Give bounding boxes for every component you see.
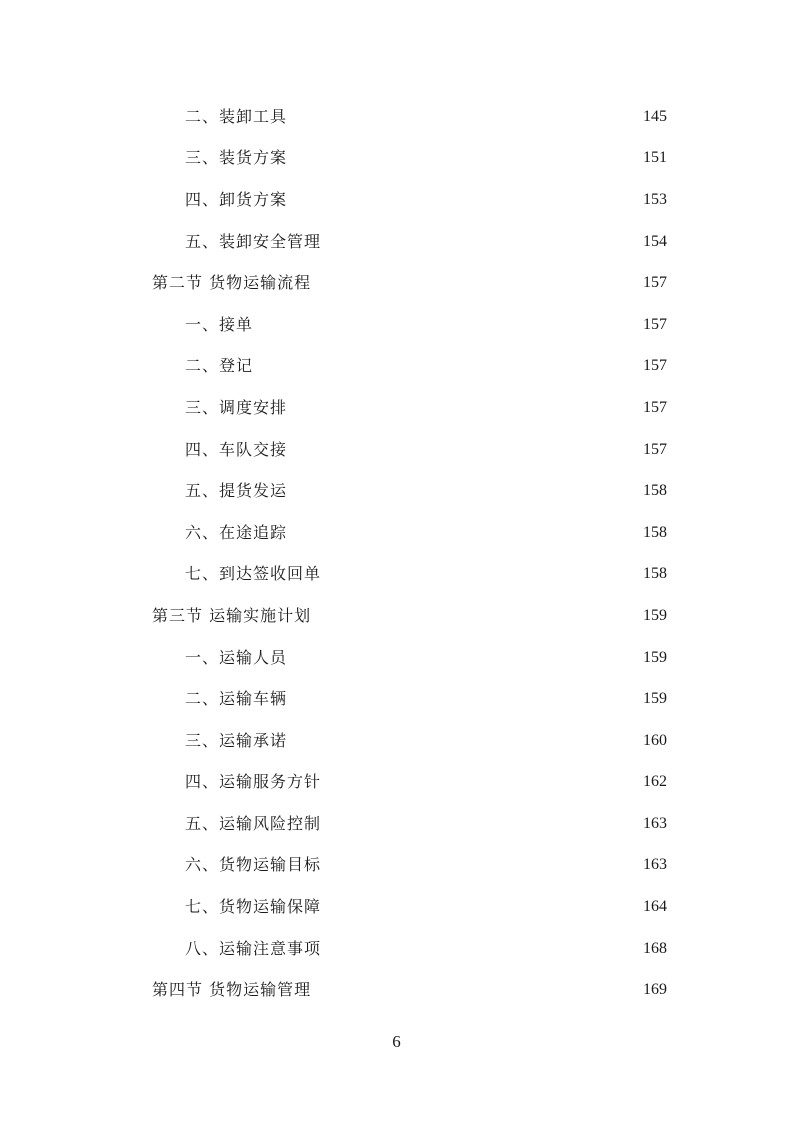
dot-leader [291, 523, 637, 543]
toc-entry[interactable] [0, 637, 793, 679]
toc-entry-page: 157 [643, 440, 667, 458]
dot-leader [315, 273, 637, 293]
toc-entry-page: 157 [643, 315, 667, 333]
toc-entry-page: 160 [643, 731, 667, 749]
dot-leader [325, 855, 637, 875]
toc-entry-title: 七、货物运输保障 [185, 897, 322, 917]
toc-entry-page: 153 [643, 190, 667, 208]
toc-entry-title: 三、运输承诺 [185, 730, 288, 750]
toc-entry[interactable] [0, 138, 793, 180]
toc-entry-page: 158 [643, 482, 667, 500]
dot-leader [325, 897, 637, 917]
dot-leader [291, 398, 637, 418]
dot-leader [291, 481, 637, 501]
dot-leader [291, 440, 637, 460]
toc-entry-title: 七、到达签收回单 [185, 564, 322, 584]
toc-entry-page: 169 [643, 981, 667, 999]
toc-entry-title: 六、货物运输目标 [185, 855, 322, 875]
toc-entry-page: 157 [643, 357, 667, 375]
toc-entry-page: 157 [643, 274, 667, 292]
toc-entry-page: 154 [643, 232, 667, 250]
toc-entry[interactable] [0, 845, 793, 887]
toc-entry-title: 五、提货发运 [185, 481, 288, 501]
toc-entry-title: 三、调度安排 [185, 397, 288, 417]
dot-leader [325, 232, 637, 252]
toc-entry-title: 六、在途追踪 [185, 522, 288, 542]
toc-entry-page: 164 [643, 898, 667, 916]
toc-entry[interactable] [0, 554, 793, 596]
toc-entry[interactable] [0, 512, 793, 554]
toc-section-entry[interactable] [0, 262, 793, 304]
dot-leader [315, 980, 637, 1000]
toc-entry[interactable] [0, 803, 793, 845]
toc-entry-page: 159 [643, 648, 667, 666]
toc-section-entry[interactable] [0, 969, 793, 1011]
toc-entry-title: 二、运输车辆 [185, 689, 288, 709]
dot-leader [291, 689, 637, 709]
toc-section-entry[interactable] [0, 595, 793, 637]
toc-entry-page: 163 [643, 856, 667, 874]
toc-entry[interactable] [0, 346, 793, 388]
toc-entry[interactable] [0, 886, 793, 928]
toc-entry-title: 第二节 货物运输流程 [152, 273, 312, 293]
toc-entry-title: 一、接单 [185, 314, 254, 334]
dot-leader [315, 606, 637, 626]
toc-entry[interactable] [0, 928, 793, 970]
toc-entry-title: 八、运输注意事项 [185, 938, 322, 958]
toc-entry-page: 157 [643, 398, 667, 416]
toc-entry-title: 第四节 货物运输管理 [152, 980, 312, 1000]
toc-entry[interactable] [0, 470, 793, 512]
toc-entry[interactable] [0, 720, 793, 762]
toc-entry-title: 四、运输服务方针 [185, 772, 322, 792]
toc-entry[interactable] [0, 96, 793, 138]
toc-entry-page: 168 [643, 939, 667, 957]
dot-leader [257, 356, 637, 376]
page-number: 6 [392, 1032, 401, 1051]
toc-entry[interactable] [0, 304, 793, 346]
toc-entry-page: 163 [643, 814, 667, 832]
toc-entry[interactable] [0, 387, 793, 429]
dot-leader [325, 564, 637, 584]
dot-leader [291, 148, 637, 168]
toc-entry-page: 162 [643, 773, 667, 791]
toc-entry-title: 五、装卸安全管理 [185, 231, 322, 251]
toc-entry-title: 五、运输风险控制 [185, 813, 322, 833]
dot-leader [291, 107, 637, 127]
toc-entry-page: 158 [643, 523, 667, 541]
toc-entry[interactable] [0, 221, 793, 263]
dot-leader [325, 772, 637, 792]
toc-entry-page: 159 [643, 690, 667, 708]
toc-entry[interactable] [0, 429, 793, 471]
toc-entry[interactable] [0, 678, 793, 720]
toc-entry-title: 二、装卸工具 [185, 106, 288, 126]
dot-leader [291, 648, 637, 668]
toc-entry[interactable] [0, 179, 793, 221]
toc-entry-title: 一、运输人员 [185, 647, 288, 667]
toc-entry-title: 四、卸货方案 [185, 189, 288, 209]
toc-entry[interactable] [0, 762, 793, 804]
dot-leader [325, 939, 637, 959]
toc-entry-page: 159 [643, 606, 667, 624]
toc-entry-title: 二、登记 [185, 356, 254, 376]
dot-leader [291, 190, 637, 210]
dot-leader [257, 315, 637, 335]
dot-leader [325, 814, 637, 834]
table-of-contents [0, 96, 793, 1011]
toc-entry-title: 三、装货方案 [185, 148, 288, 168]
toc-entry-page: 145 [643, 107, 667, 125]
toc-entry-title: 四、车队交接 [185, 439, 288, 459]
toc-entry-page: 158 [643, 565, 667, 583]
dot-leader [291, 731, 637, 751]
toc-entry-page: 151 [643, 149, 667, 167]
toc-entry-title: 第三节 运输实施计划 [152, 605, 312, 625]
